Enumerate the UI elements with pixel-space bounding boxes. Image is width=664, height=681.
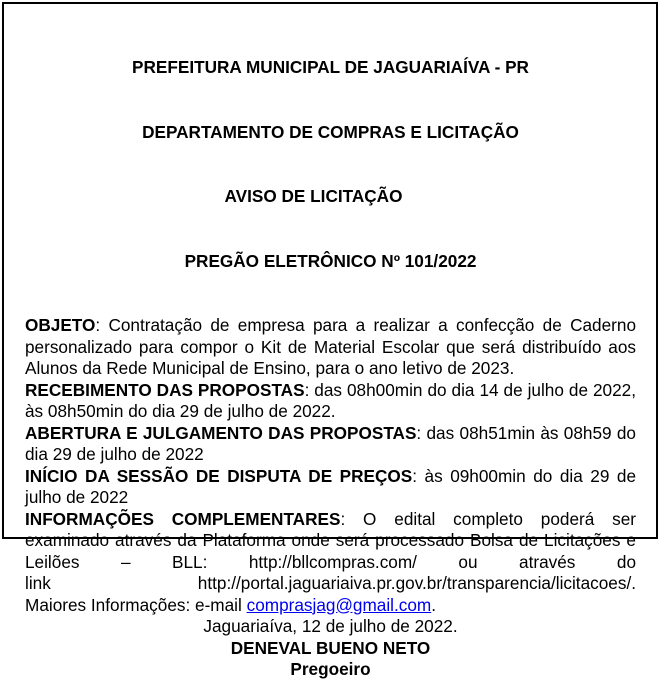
header-departamento: DEPARTAMENTO DE COMPRAS E LICITAÇÃO	[142, 121, 519, 142]
objeto-paragraph	[25, 315, 636, 380]
recebimento-text: : das 08h00min do dia 14 de julho de 2022, às 08h50min do dia 29 de julho de 2022.	[25, 379, 636, 421]
contact-line	[25, 595, 636, 617]
inicio-text: : às 09h00min do dia 29 de julho de 2022	[25, 465, 636, 507]
signer-role: Pregoeiro	[290, 659, 371, 679]
portal-link-line	[25, 573, 636, 595]
signer-name: DENEVAL BUENO NETO	[230, 637, 431, 658]
informacoes-label: INFORMAÇÕES COMPLEMENTARES	[25, 508, 341, 529]
recebimento-label: RECEBIMENTO DAS PROPOSTAS	[25, 379, 305, 400]
inicio-paragraph	[25, 466, 636, 509]
abertura-text: : das 08h51min às 08h59 do dia 29 de julho de 2022	[25, 422, 636, 464]
inicio-label: INÍCIO DA SESSÃO DE DISPUTA DE PREÇOS	[25, 465, 413, 486]
header-pregao: PREGÃO ELETRÔNICO Nº 101/2022	[184, 250, 477, 271]
contact-text: Maiores Informações: e-mail	[25, 594, 247, 615]
notice-header	[25, 14, 636, 315]
header-prefeitura: PREFEITURA MUNICIPAL DE JAGUARIAÍVA - PR	[132, 57, 529, 77]
objeto-label: OBJETO	[25, 315, 96, 335]
recebimento-paragraph	[25, 380, 636, 423]
informacoes-text: : O edital completo poderá ser examinado através da Plataforma onde será processado Bolsa de Licitações e Leilões – BLL: http://bllcompras.com/ ou através do	[25, 508, 636, 572]
place-date: Jaguariaíva, 12 de julho de 2022.	[203, 616, 458, 636]
abertura-paragraph	[25, 423, 636, 466]
objeto-text: : Contratação de empresa para a realizar a confecção de Caderno personalizado para compor o Kit de Material Escolar que será distribuído aos Alunos da Rede Municipal de Ensino, para o ano letivo de 2023.	[25, 315, 636, 378]
link-word: link	[25, 573, 51, 593]
abertura-label: ABERTURA E JULGAMENTO DAS PROPOSTAS	[25, 422, 417, 443]
email-link[interactable]: comprasjag@gmail.com	[246, 594, 432, 615]
licitacao-notice	[2, 2, 658, 679]
header-aviso: AVISO DE LICITAÇÃO	[224, 186, 403, 206]
portal-url[interactable]: http://portal.jaguariaiva.pr.gov.br/transparencia/licitacoes/.	[197, 573, 636, 593]
contact-end: .	[431, 594, 436, 615]
informacoes-paragraph	[25, 509, 636, 574]
